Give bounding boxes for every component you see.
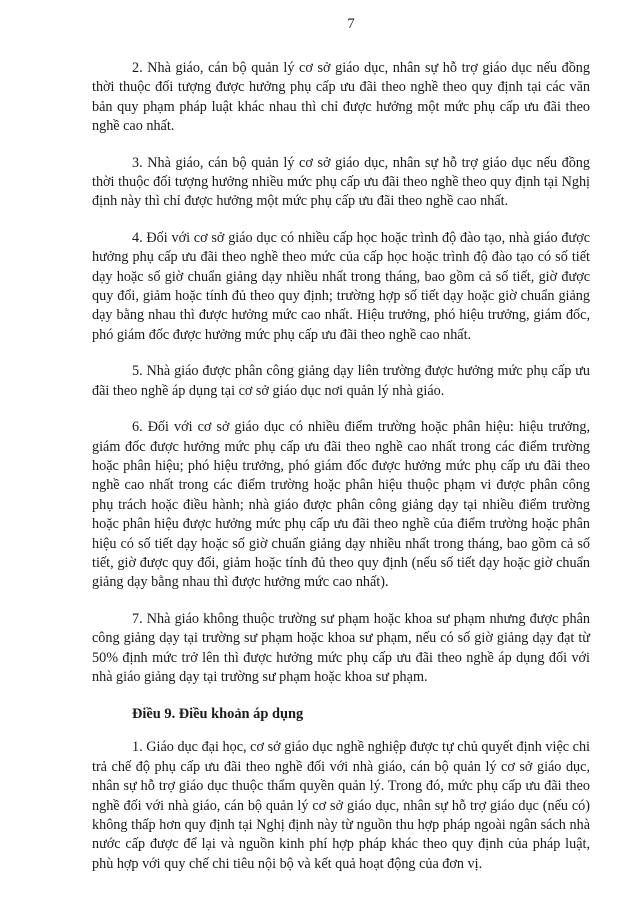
clause-2: 2. Nhà giáo, cán bộ quản lý cơ sở giáo dục, nhân sự hỗ trợ giáo dục nếu đồng thời thuộc đối tượng được hưởng phụ cấp ưu đãi theo nghề theo quy định tại các văn bản quy phạm pháp luật khác nhau thì chỉ được hưởng một mức phụ cấp ưu đãi theo nghề cao nhất. <box>92 60 590 135</box>
clause-7: 7. Nhà giáo không thuộc trường sư phạm hoặc khoa sư phạm nhưng được phân công giảng dạy tại trường sư phạm hoặc khoa sư phạm, nếu có số giờ giảng dạy đạt từ 50% định mức trở lên thì được hưởng mức phụ cấp ưu đãi theo nghề áp dụng đối với nhà giáo giảng dạy tại trường sư phạm hoặc khoa sư phạm. <box>92 610 590 685</box>
clause-4: 4. Đối với cơ sở giáo dục có nhiều cấp học hoặc trình độ đào tạo, nhà giáo được hưởng phụ cấp ưu đãi theo nghề theo mức của cấp học hoặc trình độ đào tạo có số tiết dạy hoặc số giờ chuẩn giảng dạy nhiều nhất trong tháng, bao gồm cả số tiết, giờ được quy đổi, giảm hoặc tính đủ theo quy định; trường hợp số tiết dạy hoặc giờ chuẩn giảng dạy bằng nhau thì được hưởng mức cao nhất. Hiệu trưởng, phó hiệu trưởng, giám đốc, phó giám đốc được hưởng mức phụ cấp ưu đãi theo nghề cao nhất. <box>92 229 590 343</box>
article-9-clause-1: 1. Giáo dục đại học, cơ sở giáo dục nghề nghiệp được tự chủ quyết định việc chi trả chế độ phụ cấp ưu đãi theo nghề đối với nhà giáo, cán bộ quản lý cơ sở giáo dục, nhân sự hỗ trợ giáo dục thuộc thẩm quyền quản lý. Trong đó, mức phụ cấp ưu đãi theo nghề đối với nhà giáo, cán bộ quản lý cơ sở giáo dục, nhân sự hỗ trợ giáo dục (nếu có) không thấp hơn quy định tại Nghị định này từ nguồn thu hợp pháp ngoài ngân sách nhà nước cấp được để lại và nguồn kinh phí hợp pháp khác theo quy định của pháp luật, phù hợp với quy chế chi tiêu nội bộ và kết quả hoạt động của đơn vị. <box>92 739 590 872</box>
page-number: 7 <box>347 16 355 32</box>
clause-6: 6. Đối với cơ sở giáo dục có nhiều điểm trường hoặc phân hiệu: hiệu trưởng, giám đốc được hưởng mức phụ cấp ưu đãi theo nghề cao nhất trong các điểm trường hoặc phân hiệu; phó hiệu trưởng, phó giám đốc được hưởng mức phụ cấp ưu đãi theo nghề cao nhất trong các điểm trường hoặc phân hiệu thuộc phạm vi được phân công phụ trách hoặc điều hành; nhà giáo được phân công giảng dạy tại nhiều điểm trường hoặc phân hiệu được hưởng mức phụ cấp ưu đãi theo nghề của điểm trường hoặc phân hiệu có số tiết dạy hoặc số giờ chuẩn giảng dạy nhiều nhất trong tháng, bao gồm cả số tiết, giờ được quy đổi, giảm hoặc tính đủ theo quy định (nếu số tiết dạy hoặc giờ chuẩn giảng dạy bằng nhau thì được hưởng mức cao nhất). <box>92 419 590 591</box>
article-title: Điều 9. Điều khoản áp dụng <box>132 706 304 723</box>
clause-3: 3. Nhà giáo, cán bộ quản lý cơ sở giáo dục, nhân sự hỗ trợ giáo dục nếu đồng thời thuộc đối tượng hưởng nhiều mức phụ cấp ưu đãi theo nghề theo quy định tại Nghị định này thì chỉ được hưởng một mức phụ cấp ưu đãi theo nghề cao nhất. <box>92 154 590 210</box>
clause-5: 5. Nhà giáo được phân công giảng dạy liên trường được hưởng mức phụ cấp ưu đãi theo nghề áp dụng tại cơ sở giáo dục nơi quản lý nhà giáo. <box>92 363 590 399</box>
